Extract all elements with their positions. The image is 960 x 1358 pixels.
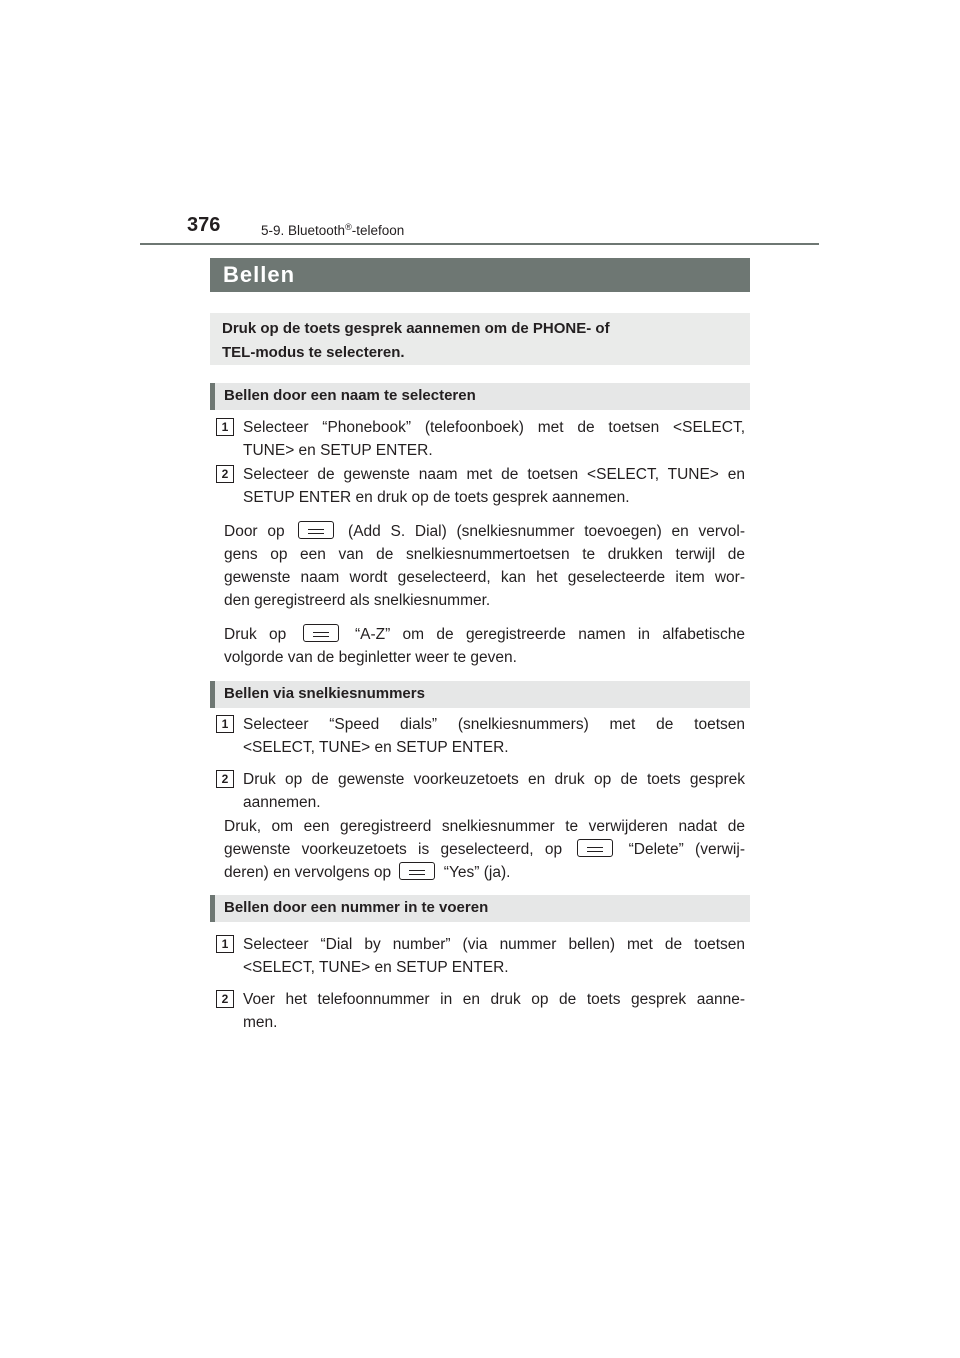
text-line: Druk, om een geregistreerd snelkiesnummer te verwijderen nadat de bbox=[224, 818, 745, 835]
step-text bbox=[243, 713, 745, 759]
text-line: gewenste naam wordt geselecteerd, kan het geselecteerde item wor- bbox=[224, 569, 745, 586]
step-badge: 1 bbox=[216, 935, 234, 953]
section-heading-speed-dials: Bellen via snelkiesnummers bbox=[210, 681, 750, 708]
step-badge: 2 bbox=[216, 770, 234, 788]
text-line: SETUP ENTER en druk op de toets gesprek aannemen. bbox=[243, 489, 630, 506]
section-heading-name: Bellen door een naam te selecteren bbox=[210, 383, 750, 410]
step-text bbox=[243, 933, 745, 979]
text-fragment: Door op bbox=[224, 523, 285, 540]
note-text bbox=[224, 520, 745, 612]
text-line bbox=[224, 861, 745, 884]
text-line: gens op een van de snelkiesnummertoetsen te drukken terwijl de bbox=[224, 546, 745, 563]
intro-line: Druk op de toets gesprek aannemen om de PHONE- of bbox=[222, 320, 610, 337]
text-line: TUNE> en SETUP ENTER. bbox=[243, 442, 433, 459]
preset-button-icon bbox=[399, 862, 435, 880]
step-text bbox=[243, 463, 745, 509]
intro-line: TEL-modus te selecteren. bbox=[222, 344, 405, 361]
note-text bbox=[224, 815, 745, 884]
step-text bbox=[243, 768, 745, 814]
intro-box bbox=[210, 313, 750, 365]
note-text bbox=[224, 623, 745, 669]
registered-mark: ® bbox=[345, 222, 352, 232]
text-line bbox=[224, 623, 745, 646]
text-line: men. bbox=[243, 1014, 278, 1031]
step-text bbox=[243, 416, 745, 462]
text-fragment: deren) en vervolgens op bbox=[224, 864, 392, 881]
text-line bbox=[224, 838, 745, 861]
step-badge: 1 bbox=[216, 715, 234, 733]
text-line: volgorde van de beginletter weer te geven. bbox=[224, 649, 517, 666]
header-divider bbox=[140, 243, 819, 245]
page-number: 376 bbox=[187, 214, 221, 236]
chapter-prefix: 5-9. Bluetooth bbox=[261, 223, 346, 238]
text-line: Selecteer “Speed dials” (snelkiesnummers) met de toetsen bbox=[243, 716, 745, 733]
step-badge: 2 bbox=[216, 990, 234, 1008]
text-line: <SELECT, TUNE> en SETUP ENTER. bbox=[243, 739, 509, 756]
text-line bbox=[224, 520, 745, 543]
text-fragment: Druk op bbox=[224, 626, 287, 643]
step-text bbox=[243, 988, 745, 1034]
text-line: Selecteer “Dial by number” (via nummer bellen) met de toetsen bbox=[243, 936, 745, 953]
section-heading-number: Bellen door een nummer in te voeren bbox=[210, 895, 750, 922]
text-line: Selecteer de gewenste naam met de toetsen <SELECT, TUNE> en bbox=[243, 466, 745, 483]
text-line: aannemen. bbox=[243, 794, 321, 811]
page-title: Bellen bbox=[210, 258, 750, 292]
preset-button-icon bbox=[303, 624, 339, 642]
text-line: Selecteer “Phonebook” (telefoonboek) met de toetsen <SELECT, bbox=[243, 419, 745, 436]
text-fragment: (Add S. Dial) (snelkiesnummer toevoegen) en vervol- bbox=[348, 523, 745, 540]
chapter-title bbox=[261, 222, 404, 238]
text-line: Voer het telefoonnummer in en druk op de toets gesprek aanne- bbox=[243, 991, 745, 1008]
preset-button-icon bbox=[298, 521, 334, 539]
text-line: Druk op de gewenste voorkeuzetoets en druk op de toets gesprek bbox=[243, 771, 745, 788]
text-fragment: “Delete” (verwij- bbox=[628, 841, 745, 858]
text-fragment: “Yes” (ja). bbox=[443, 864, 511, 881]
text-fragment: “A-Z” om de geregistreerde namen in alfabetische bbox=[354, 626, 746, 643]
chapter-suffix: -telefoon bbox=[351, 223, 405, 238]
text-line: <SELECT, TUNE> en SETUP ENTER. bbox=[243, 959, 509, 976]
step-badge: 1 bbox=[216, 418, 234, 436]
preset-button-icon bbox=[577, 839, 613, 857]
text-fragment: gewenste voorkeuzetoets is geselecteerd, op bbox=[224, 841, 563, 858]
step-badge: 2 bbox=[216, 465, 234, 483]
text-line: den geregistreerd als snelkiesnummer. bbox=[224, 592, 491, 609]
